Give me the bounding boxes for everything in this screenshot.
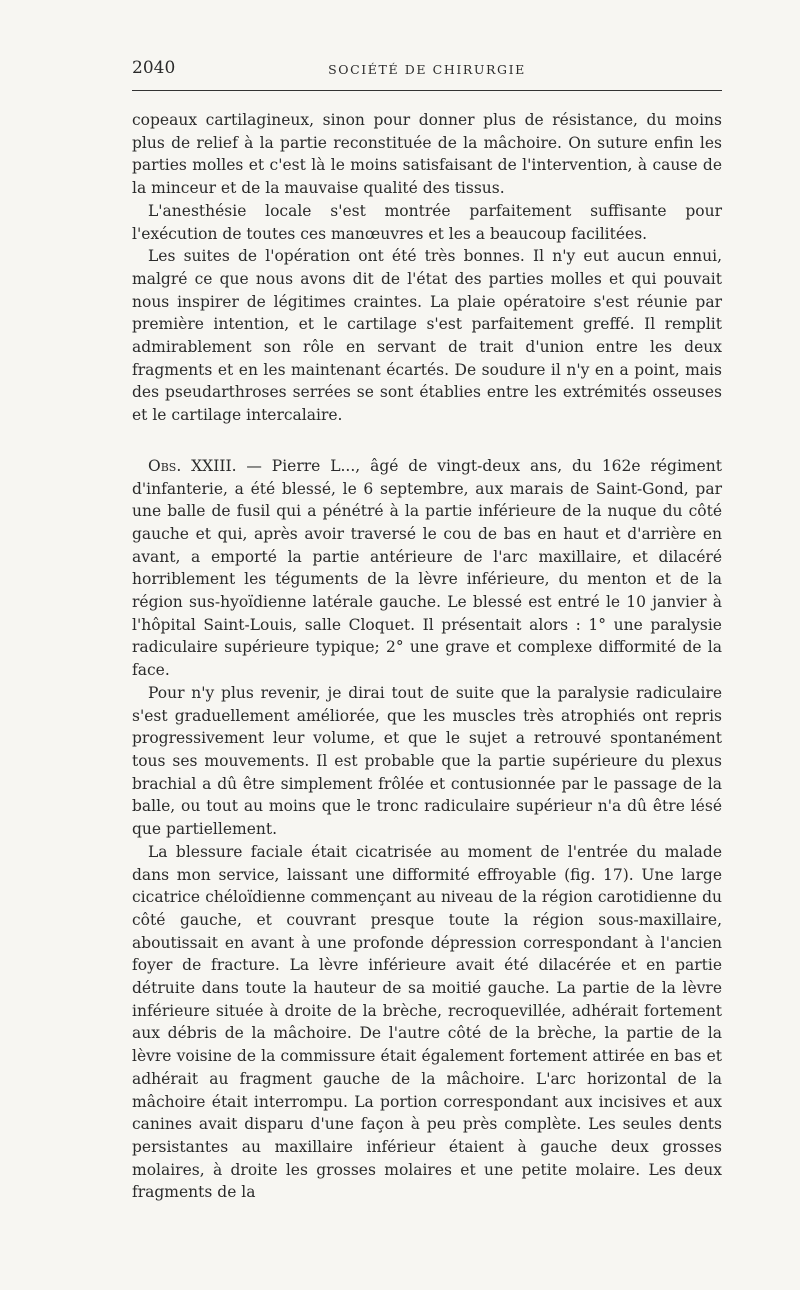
page-header [132, 54, 722, 91]
body-text [132, 109, 722, 1204]
observation-label: Obs. XXIII. [148, 456, 237, 475]
document-page [132, 54, 722, 1204]
paragraph: copeaux cartilagineux, sinon pour donner plus de résistance, du moins plus de relief à la partie reconstituée de la mâchoire. On suture enfin les parties molles et c'est là le moins satisfaisant de l'intervention, à cause de la minceur et de la mauvaise qualité des tissus. [132, 111, 722, 198]
paragraph: Pour n'y plus revenir, je dirai tout de suite que la paralysie radiculaire s'est graduellement améliorée, que les muscles très atrophiés ont repris progressivement leur volume, et que le sujet a retrouvé spontanément tous ses mouvements. Il est probable que la partie supérieure du plexus brachial a dû être simplement frôlée et contusionnée par le passage de la balle, ou tout au moins que le tronc radiculaire supérieur n'a dû être lésé que partiellement. [132, 683, 722, 839]
observation-text: — Pierre L..., âgé de vingt-deux ans, du 162e régiment d'infanterie, a été blessé, le 6 septembre, aux marais de Saint-Gond, par une balle de fusil qui a pénétré à la partie inférieure de la nuque du côté gauche et qui, après avoir traversé le cou de bas en haut et d'arrière en avant, a emporté la partie antérieure de l'arc maxillaire, et dilacéré horriblement les téguments de la lèvre inférieure, du menton et de la région sus-hyoïdienne latérale gauche. Le blessé est entré le 10 janvier à l'hôpital Saint-Louis, salle Cloquet. Il présentait alors : 1° une paralysie radiculaire supérieure typique; 2° une grave et complexe difformité de la face. [132, 456, 722, 680]
page-number: 2040 [132, 58, 176, 78]
observation-paragraph [132, 455, 722, 682]
paragraph: L'anesthésie locale s'est montrée parfaitement suffisante pour l'exécution de toutes ces manœuvres et les a beaucoup facilitées. [132, 201, 722, 243]
paragraph: La blessure faciale était cicatrisée au moment de l'entrée du malade dans mon service, laissant une difformité effroyable (fig. 17). Une large cicatrice chéloïdienne commençant au niveau de la région carotidienne du côté gauche, et couvrant presque toute la région sous-maxillaire, aboutissait en avant à une profonde dépression correspondant à l'ancien foyer de fracture. La lèvre inférieure avait été dilacérée et en partie détruite dans toute la hauteur de sa moitié gauche. La partie de la lèvre inférieure située à droite de la brèche, recroquevillée, adhérait fortement aux débris de la mâchoire. De l'autre côté de la brèche, la partie de la lèvre voisine de la commissure était également fortement attirée en bas et adhérait au fragment gauche de la mâchoire. L'arc horizontal de la mâchoire était interrompu. La portion correspondant aux incisives et aux canines avait disparu d'une façon à peu près complète. Les seules dents persistantes au maxillaire inférieur étaient à gauche deux grosses molaires, à droite les grosses molaires et une petite molaire. Les deux fragments de la [132, 842, 722, 1202]
section-gap [132, 427, 722, 455]
paragraph: Les suites de l'opération ont été très bonnes. Il n'y eut aucun ennui, malgré ce que nous avons dit de l'état des parties molles et qui pouvait nous inspirer de légitimes craintes. La plaie opératoire s'est réunie par première intention, et le cartilage s'est parfaitement greffé. Il remplit admirablement son rôle en servant de trait d'union entre les deux fragments et en les maintenant écartés. De soudure il n'y en a point, mais des pseudarthroses serrées se sont établies entre les extrémités osseuses et le cartilage intercalaire. [132, 247, 722, 425]
running-title: SOCIÉTÉ DE CHIRURGIE [328, 62, 526, 77]
